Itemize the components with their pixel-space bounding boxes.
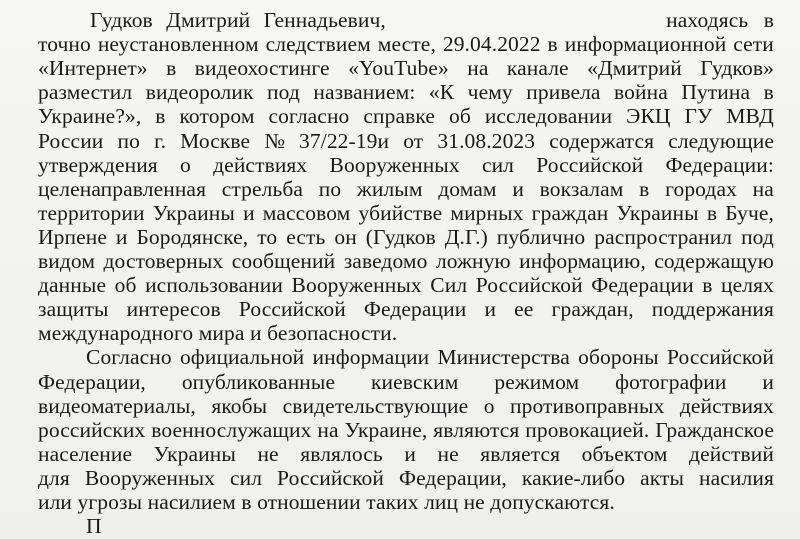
paragraph-2-last-line: или угрозы насилием в отношении таких лиц не допускаются. [38,490,615,514]
word: г. [154,128,167,153]
word: являются [433,417,520,442]
word: Сил [430,273,468,298]
word: городах [665,176,737,201]
word: целях [721,273,774,298]
person-name: Гудков Дмитрий Геннадьевич, [90,8,386,32]
word: по [318,176,342,201]
word: и [762,369,774,394]
word: какие-либо [521,465,626,490]
word: «К [428,80,455,105]
word: достоверных [103,249,224,273]
paragraph-1-last-line: международного мира и безопасности. [38,321,398,346]
word: граждан, [551,297,634,322]
word: российских [38,417,146,442]
word: Вооруженных [329,152,460,177]
word: Министерства [437,345,570,370]
word: в [155,104,166,129]
word: свидетельствующие [282,393,469,418]
word: неустановленном [97,32,259,57]
word: Вооруженных [84,465,216,490]
word: ЭКЦ [626,104,671,129]
word: и [512,176,524,201]
word: Гражданское [655,417,774,442]
word: ГУ [684,104,713,129]
word: провокацией. [525,417,650,442]
word: противоправных [509,393,665,418]
word: исследовании [484,104,613,129]
word: 31.08.2023 [437,128,536,153]
word: защиты [38,297,109,322]
word: Украины [153,441,236,466]
word: то [257,224,278,249]
word: чему [467,80,513,105]
word: режимом [494,369,580,394]
word: Федерации [591,273,694,298]
word: в [763,80,774,105]
word: Российской [475,273,583,298]
word: Украине?», [38,104,142,129]
word: Ирпене [38,224,107,249]
word: является [480,441,561,466]
word: информации [312,345,430,370]
line-end-text: находясь в [666,8,774,32]
word: в [702,273,713,298]
word: сил [230,465,263,490]
word: месте, [377,32,436,57]
word: сообщений [231,249,336,273]
word: он [334,224,357,249]
word: война [614,80,668,105]
word: Федерации, [398,465,507,490]
word: военнослужащих [151,417,312,442]
word: насилия [699,465,774,490]
word: Москве [180,128,251,153]
word: вокзалам [539,176,624,201]
word: Д.Г.) [444,224,488,249]
word: Вооруженных [291,273,422,298]
word: являлось [300,441,383,466]
word: и [484,297,497,322]
word: использовании [145,273,283,298]
word: 29.04.2022 [442,32,541,57]
word: привела [526,80,601,105]
word: видом [38,249,96,273]
word: видеоролик [145,80,254,105]
word: обороны [578,345,659,370]
word: информацию, [519,249,646,273]
word: территории [38,200,145,225]
word: опубликованные [181,369,336,394]
word: сил [481,152,515,177]
word: распространил [594,224,733,249]
word: киевским [371,369,459,394]
word: Путина [681,80,751,105]
word: массовом [262,200,351,225]
word: согласно [268,104,350,129]
word: об [448,104,471,129]
word: и [404,441,416,466]
word: акты [640,465,685,490]
word: мирных [450,200,524,225]
word: Российской [667,345,774,370]
word: Российской [277,465,385,490]
word: котором [179,104,255,129]
word: целенаправленная [38,176,207,201]
word: содержатся [549,128,655,153]
word: действий [689,441,774,466]
word: и [115,224,128,249]
word: в [706,200,718,225]
word: не [257,441,279,466]
word: домам [438,176,497,201]
word: утверждения [38,152,158,177]
word: разместил [38,80,133,105]
word: для [38,465,70,490]
word: «Дмитрий [587,56,682,81]
word: видеохостинге [194,56,330,81]
word: официальной [179,345,305,370]
word: на [317,417,339,442]
word: видеоматериалы, [38,393,196,418]
word: не [437,441,459,466]
word: 37/22-19и [299,128,390,153]
word: ложную [435,249,511,273]
word: есть [286,224,326,249]
word: следующие [668,128,774,153]
word: убийстве [358,200,443,225]
word: в [547,32,558,57]
cut-off-text: П [86,514,102,539]
word: Согласно [86,345,172,370]
word: действиях [679,393,774,418]
word: канале [506,56,569,81]
word: Российской [536,152,644,177]
word: под [741,224,774,249]
word: интересов [126,297,221,322]
word: от [403,128,424,153]
word: заведомо [343,249,428,273]
word: Бородянске, [136,224,249,249]
word: Украины [616,200,699,225]
word: Федерации [363,297,467,322]
word: в [166,56,177,81]
word: МВД [726,104,774,129]
word: на [467,56,489,81]
word: об [114,273,137,298]
word: названием: [313,80,416,105]
word: сети [733,32,774,57]
word: граждан [531,200,609,225]
word: на [752,176,774,201]
word: поддержания [651,297,774,322]
word: по [117,128,140,153]
word: жилым [356,176,423,201]
word: № [264,128,285,153]
word: якобы [211,393,268,418]
word: Гудков» [700,56,774,81]
word: «Интернет» [38,56,148,81]
word: Федерации, [38,369,146,394]
word: (Гудков [365,224,436,249]
word: в [639,176,650,201]
word: данные [38,273,107,298]
word: Российской [238,297,346,322]
word: ее [514,297,534,322]
word: население [38,441,133,466]
word: публично [496,224,586,249]
word: Украины [152,200,235,225]
word: России [38,128,104,153]
word: Федерации: [665,152,774,177]
word: действиях [213,152,308,177]
word: и [243,200,255,225]
word: Украине, [344,417,428,442]
word: содержащую [654,249,774,273]
word: под [266,80,300,105]
word: Буче, [725,200,774,225]
word: следствием [265,32,371,57]
word: фотографии [615,369,727,394]
word: объектом [581,441,668,466]
word: справке [363,104,436,129]
word: о [180,152,191,177]
word: стрельба [221,176,304,201]
word: информационной [564,32,727,57]
word: «YouTube» [348,56,449,81]
word: о [483,393,495,418]
word: точно [38,32,91,57]
cut-off-line [0,512,800,539]
